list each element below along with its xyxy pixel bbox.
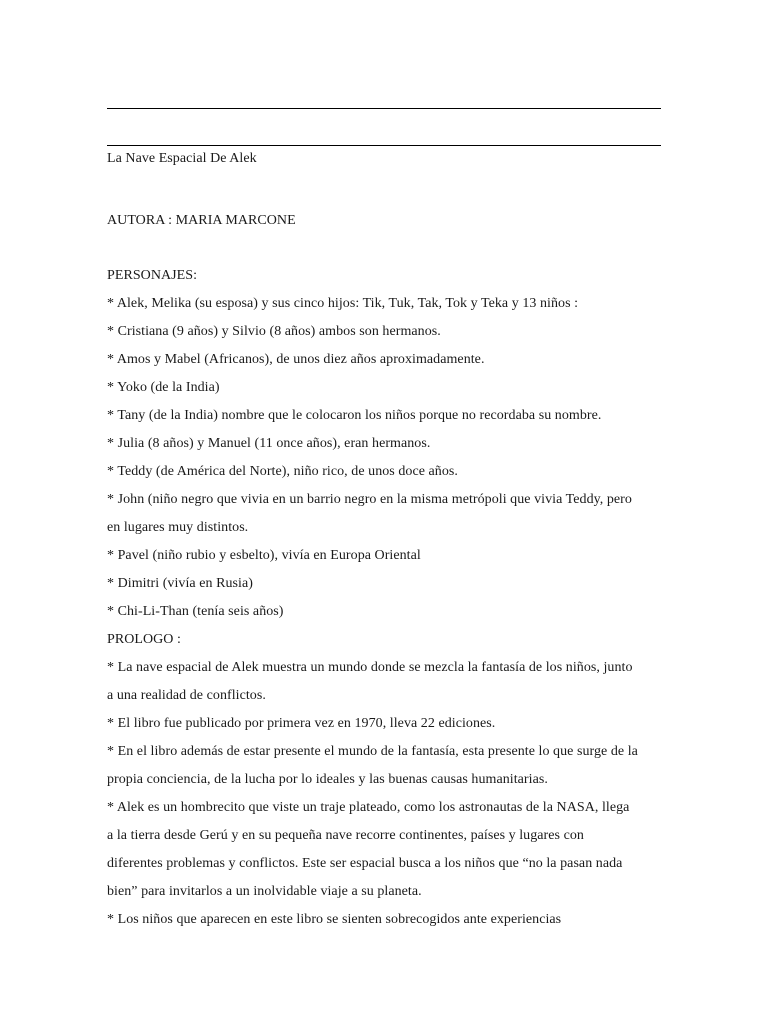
document-title: La Nave Espacial De Alek xyxy=(107,151,257,166)
character-item: * John (niño negro que vivia en un barrio negro en la misma metrópoli que vivia Teddy, pero xyxy=(107,492,632,507)
prologue-line: diferentes problemas y conflictos. Este ser espacial busca a los niños que “no la pasan nada xyxy=(107,856,623,871)
character-item: * Teddy (de América del Norte), niño rico, de unos doce años. xyxy=(107,464,458,479)
character-item: * Yoko (de la India) xyxy=(107,380,220,395)
prologue-line: * Alek es un hombrecito que viste un traje plateado, como los astronautas de la NASA, llega xyxy=(107,800,630,815)
top-rule xyxy=(107,108,661,109)
prologue-line: * El libro fue publicado por primera vez en 1970, lleva 22 ediciones. xyxy=(107,716,496,731)
character-item: * Chi-Li-Than (tenía seis años) xyxy=(107,604,284,619)
character-item: * Pavel (niño rubio y esbelto), vivía en Europa Oriental xyxy=(107,548,421,563)
prologue-line: a una realidad de conflictos. xyxy=(107,688,266,703)
character-item: * Tany (de la India) nombre que le colocaron los niños porque no recordaba su nombre. xyxy=(107,408,602,423)
prologue-line: a la tierra desde Gerú y en su pequeña nave recorre continentes, países y lugares con xyxy=(107,828,584,843)
character-item: * Julia (8 años) y Manuel (11 once años), eran hermanos. xyxy=(107,436,431,451)
character-item: * Alek, Melika (su esposa) y sus cinco hijos: Tik, Tuk, Tak, Tok y Teka y 13 niños : xyxy=(107,296,579,311)
second-rule xyxy=(107,145,661,146)
prologue-line: * En el libro además de estar presente el mundo de la fantasía, esta presente lo que surge de la xyxy=(107,744,638,759)
prologue-line: * Los niños que aparecen en este libro se sienten sobrecogidos ante experiencias xyxy=(107,912,562,927)
character-item: * Dimitri (vivía en Rusia) xyxy=(107,576,253,591)
author-line: AUTORA : MARIA MARCONE xyxy=(107,213,296,228)
character-item: * Cristiana (9 años) y Silvio (8 años) ambos son hermanos. xyxy=(107,324,441,339)
prologue-heading: PROLOGO : xyxy=(107,632,181,647)
prologue-line: * La nave espacial de Alek muestra un mundo donde se mezcla la fantasía de los niños, junto xyxy=(107,660,633,675)
character-item: * Amos y Mabel (Africanos), de unos diez años aproximadamente. xyxy=(107,352,485,367)
character-item-continued: en lugares muy distintos. xyxy=(107,520,249,535)
prologue-line: propia conciencia, de la lucha por lo ideales y las buenas causas humanitarias. xyxy=(107,772,548,787)
characters-heading: PERSONAJES: xyxy=(107,268,198,283)
prologue-line: bien” para invitarlos a un inolvidable viaje a su planeta. xyxy=(107,884,422,899)
